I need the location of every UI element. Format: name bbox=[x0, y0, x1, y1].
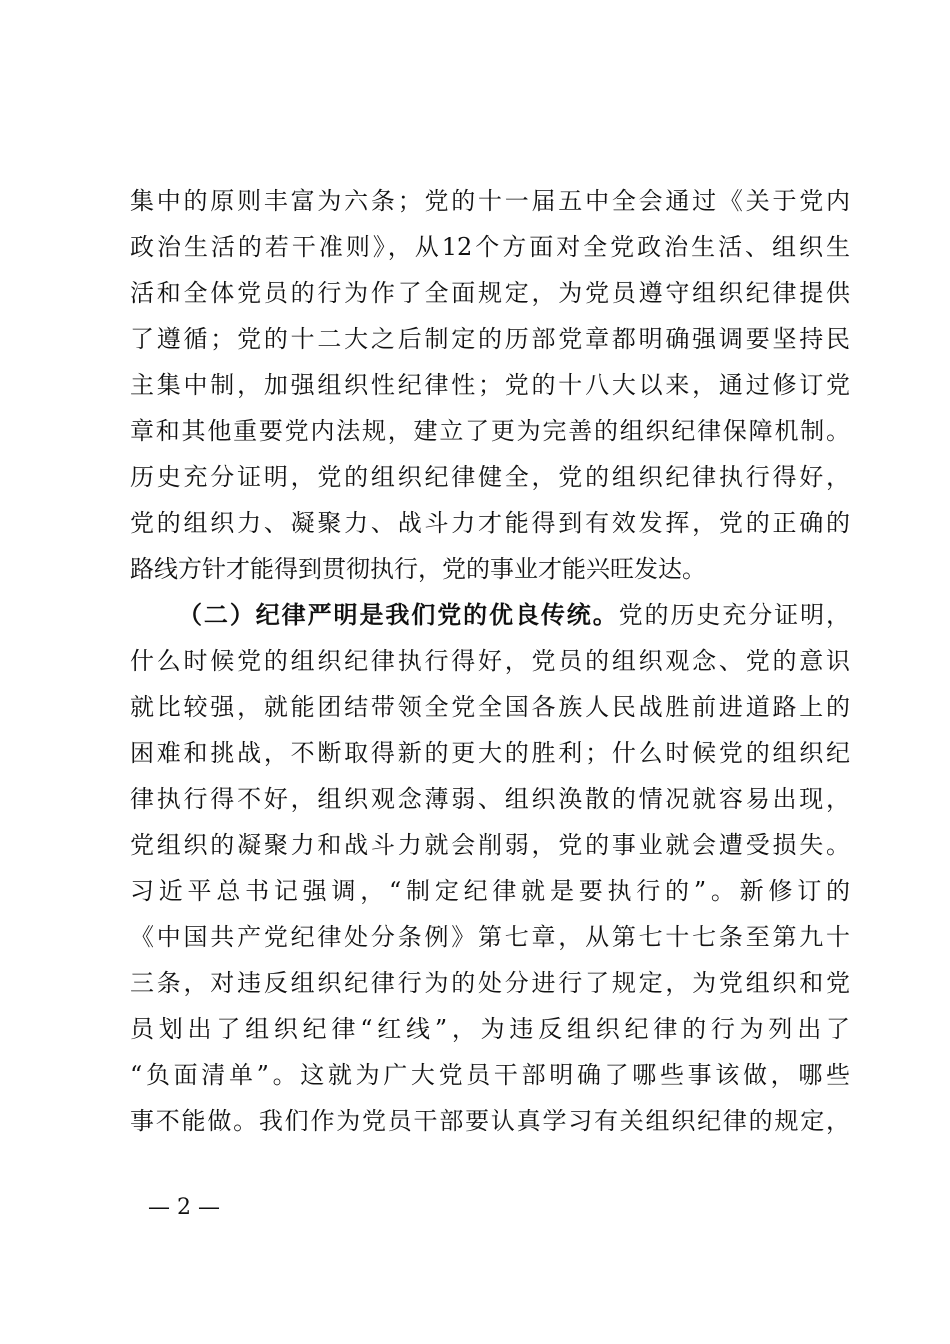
body-text-line: 三条，对违反组织纪律行为的处分进行了规定，为党组织和党 bbox=[130, 969, 850, 997]
section-first-line bbox=[178, 597, 850, 633]
body-text-line: 路线方针才能得到贯彻执行，党的事业才能兴旺发达。 bbox=[130, 555, 706, 583]
body-text-line: 律执行得不好，组织观念薄弱、组织涣散的情况就容易出现， bbox=[130, 785, 850, 813]
body-text-line: 章和其他重要党内法规，建立了更为完善的组织纪律保障机制。 bbox=[130, 417, 850, 445]
body-text-line: 活和全体党员的行为作了全面规定，为党员遵守组织纪律提供 bbox=[130, 279, 850, 307]
body-text-line: 党的组织力、凝聚力、战斗力才能得到有效发挥，党的正确的 bbox=[130, 509, 850, 537]
body-text-line: 习近平总书记强调，“制定纪律就是要执行的”。新修订的 bbox=[130, 877, 850, 905]
body-text-line: 事不能做。我们作为党员干部要认真学习有关组织纪律的规定， bbox=[130, 1107, 850, 1135]
body-text-line: 集中的原则丰富为六条；党的十一届五中全会通过《关于党内 bbox=[130, 187, 850, 215]
body-text-line: 就比较强，就能团结带领全党全国各族人民战胜前进道路上的 bbox=[130, 693, 850, 721]
section-heading-continuation: 党的历史充分证明， bbox=[618, 601, 850, 629]
body-text-line: 《中国共产党纪律处分条例》第七章，从第七十七条至第九十 bbox=[130, 923, 850, 951]
page-number: — 2 — bbox=[148, 1195, 220, 1220]
body-text-line: 党组织的凝聚力和战斗力就会削弱，党的事业就会遭受损失。 bbox=[130, 831, 850, 859]
body-text-line: 困难和挑战，不断取得新的更大的胜利；什么时候党的组织纪 bbox=[130, 739, 850, 767]
body-text-line: “负面清单”。这就为广大党员干部明确了哪些事该做，哪些 bbox=[130, 1061, 850, 1089]
body-text-line: 了遵循；党的十二大之后制定的历部党章都明确强调要坚持民 bbox=[130, 325, 850, 353]
body-text-line: 什么时候党的组织纪律执行得好，党员的组织观念、党的意识 bbox=[130, 647, 850, 675]
body-text-line: 历史充分证明，党的组织纪律健全，党的组织纪律执行得好， bbox=[130, 463, 850, 491]
body-text-line: 员划出了组织纪律“红线”，为违反组织纪律的行为列出了 bbox=[130, 1015, 850, 1043]
body-text-line: 政治生活的若干准则》，从12个方面对全党政治生活、组织生 bbox=[130, 233, 850, 261]
section-heading: （二）纪律严明是我们党的优良传统。 bbox=[178, 600, 619, 629]
body-text-line: 主集中制，加强组织性纪律性；党的十八大以来，通过修订党 bbox=[130, 371, 850, 399]
